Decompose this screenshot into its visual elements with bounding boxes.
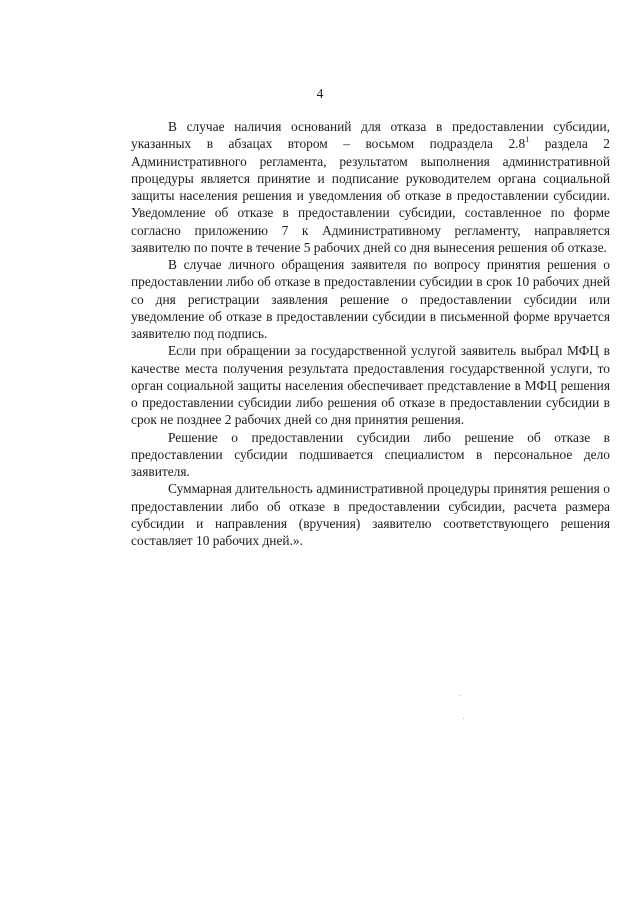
document-body <box>131 118 610 549</box>
paragraph-mfc-delivery: Если при обращении за государственной услугой заявитель выбрал МФЦ в качестве места получения результата предоставления государственной услуги, то орган социальной защиты населения обеспечивает представление в МФЦ решения о предоставлении субсидии либо решения об отказе в предоставлении субсидии в срок не позднее 2 рабочих дней со дня принятия решения. <box>131 343 610 428</box>
page-number: 4 <box>316 86 324 101</box>
paragraph-refusal-grounds <box>131 118 610 256</box>
paragraph-text: В случае наличия оснований для отказа в предоставлении субсидии, указанных в абзацах втором – восьмом подраздела 2.8 <box>131 119 610 152</box>
paragraph-personal-file: Решение о предоставлении субсидии либо решение об отказе в предоставлении субсидии подшивается специалистом в персональное дело заявителя. <box>131 429 610 479</box>
footnote-superscript: 1 <box>525 135 530 145</box>
paragraph-text: раздела 2 Административного регламента, результатом выполнения административной процедуры является принятие и подписание руководителем органа социальной защиты населения решения и уведомления об отказе в предоставлении субсидии. Уведомление об отказе в предоставлении субсидии, составленное по форме согласно приложению 7 к Административному регламенту, направляется заявителю по почте в течение 5 рабочих дней со дня вынесения решения об отказе. <box>131 136 610 255</box>
paragraph-personal-appeal: В случае личного обращения заявителя по вопросу принятия решения о предоставлении либо об отказе в предоставлении субсидии в срок 10 рабочих дней со дня регистрации заявления решение о предоставлении субсидии или уведомление об отказе в предоставлении субсидии в письменной форме вручается заявителю под подпись. <box>131 257 610 341</box>
scan-speck <box>463 718 464 719</box>
scan-speck <box>459 695 460 696</box>
paragraph-total-duration: Суммарная длительность административной процедуры принятия решения о предоставлении либо об отказе в предоставлении субсидии, расчета размера субсидии и направления (вручения) заявителю соответствующего решения составляет 10 рабочих дней.». <box>131 481 610 548</box>
